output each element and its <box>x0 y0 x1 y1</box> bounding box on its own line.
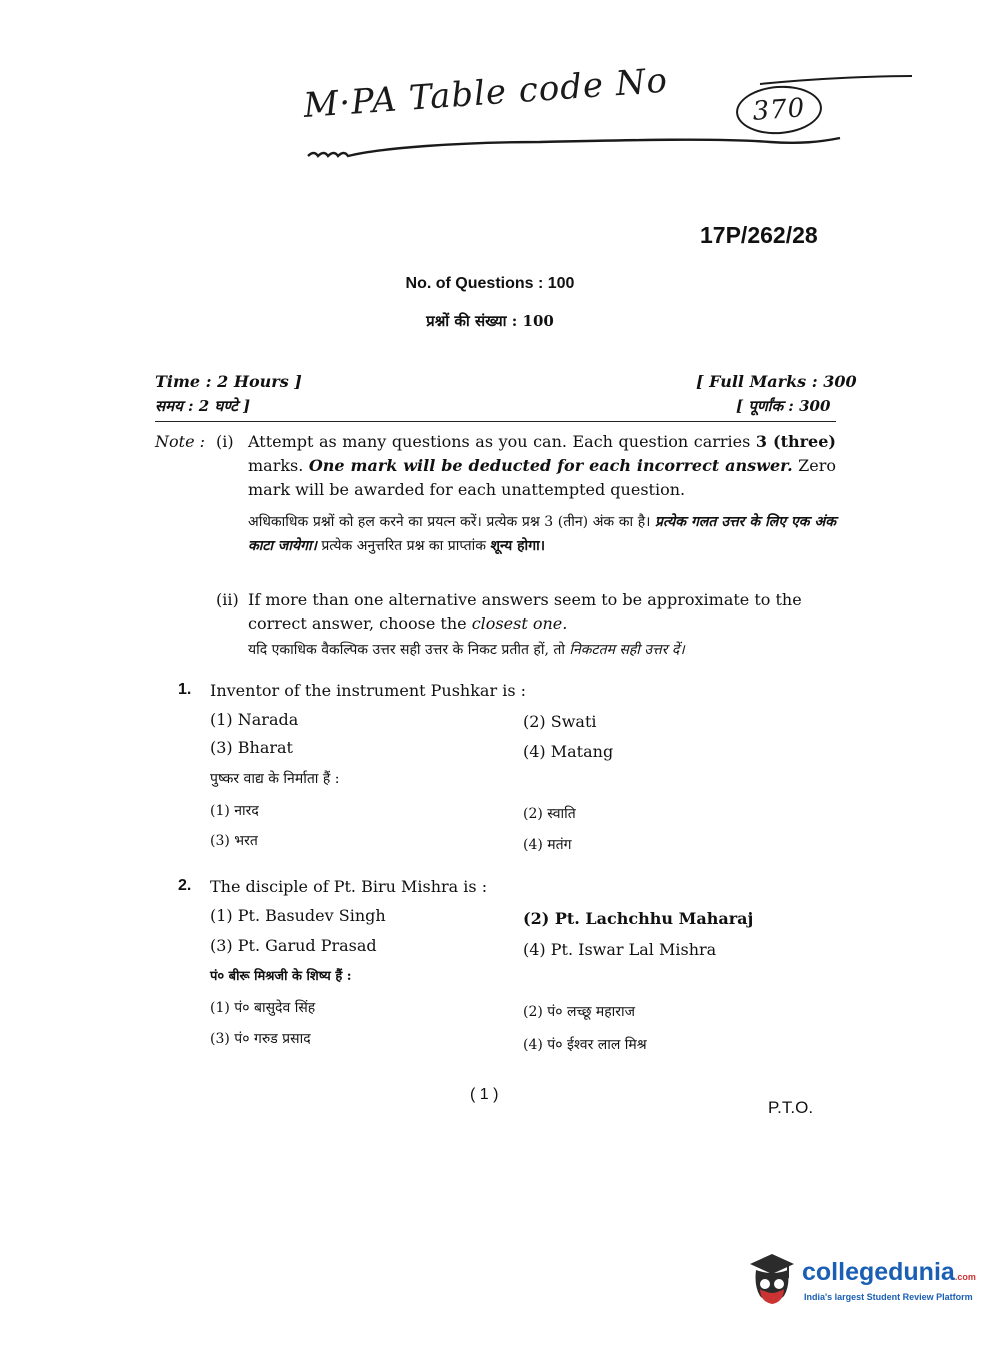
question-2-option-2: (2) Pt. Lachchhu Maharaj <box>523 909 754 928</box>
header-divider <box>155 421 836 422</box>
note-ii-hindi: यदि एकाधिक वैकल्पिक उत्तर सही उत्तर के निकट प्रतीत हों, तो निकटतम सही उत्तर दें। <box>248 642 685 658</box>
question-1-option-2-hindi: (2) स्वाति <box>523 806 576 822</box>
note-label: Note : <box>155 432 206 451</box>
question-1-text: Inventor of the instrument Pushkar is : <box>210 681 526 700</box>
handwritten-circled-number: 370 <box>734 83 823 137</box>
collegedunia-logo <box>744 1252 974 1312</box>
question-1-text-hindi: पुष्कर वाद्य के निर्माता हैं : <box>210 771 340 787</box>
note-i-hindi: अधिकाधिक प्रश्नों को हल करने का प्रयत्न करें। प्रत्येक प्रश्न 3 (तीन) अंक का है। प्रत्येक गलत उत्तर के लिए एक अंक काटा जायेगा। प्रत्येक अनुत्तरित प्रश्न का प्राप्तांक शून्य होगा। <box>248 514 837 554</box>
question-1-option-4: (4) Matang <box>523 742 614 761</box>
question-2-option-1: (1) Pt. Basudev Singh <box>210 906 386 925</box>
question-2-option-2-hindi: (2) पं० लच्छू महाराज <box>523 1004 636 1020</box>
question-2-option-1-hindi: (1) पं० बासुदेव सिंह <box>210 1000 316 1016</box>
page-number: ( 1 ) <box>470 1086 499 1103</box>
note-i-number: (i) <box>216 432 234 451</box>
question-2-option-4: (4) Pt. Iswar Lal Mishra <box>523 940 717 959</box>
question-1-option-1: (1) Narada <box>210 710 299 729</box>
question-1-option-3-hindi: (3) भरत <box>210 833 258 849</box>
question-2-text: The disciple of Pt. Biru Mishra is : <box>210 877 488 896</box>
time-hi: समय : 2 घण्टे ] <box>155 397 251 415</box>
question-1-number: 1. <box>178 681 192 698</box>
paper-code: 17P/262/28 <box>700 222 818 248</box>
question-1-option-3: (3) Bharat <box>210 738 293 757</box>
handwritten-underline <box>300 70 920 170</box>
note-ii-number: (ii) <box>216 590 239 609</box>
note-i-english: Attempt as many questions as you can. Each question carries 3 (three) marks. One mark will be deducted for each incorrect answer. Zero mark will be awarded for each unattempted question. <box>248 432 837 499</box>
question-1-option-1-hindi: (1) नारद <box>210 803 259 819</box>
pto-label: P.T.O. <box>768 1098 814 1117</box>
marks-en: [ Full Marks : 300 <box>696 372 857 391</box>
brand-tagline: India's largest Student Review Platform <box>804 1292 973 1302</box>
question-2-option-4-hindi: (4) पं० ईश्वर लाल मिश्र <box>523 1037 647 1053</box>
time-en: Time : 2 Hours ] <box>155 372 302 391</box>
question-1-option-2: (2) Swati <box>523 712 597 731</box>
questions-count-en: No. of Questions : 100 <box>405 275 575 292</box>
marks-hi: [ पूर्णांक : 300 <box>736 397 831 415</box>
brand-name: collegedunia.com <box>802 1258 976 1286</box>
question-2-text-hindi: पं० बीरू मिश्रजी के शिष्य हैं : <box>210 969 352 984</box>
note-ii-english: If more than one alternative answers seem to be approximate to the correct answer, choose the closest one. <box>248 590 802 633</box>
question-2-option-3-hindi: (3) पं० गरुड प्रसाद <box>210 1031 311 1047</box>
mascot-icon <box>744 1252 800 1310</box>
question-2-option-3: (3) Pt. Garud Prasad <box>210 936 377 955</box>
question-1-option-4-hindi: (4) मतंग <box>523 837 572 853</box>
question-2-number: 2. <box>178 877 192 894</box>
handwritten-text: M·PA Table code No <box>302 60 670 126</box>
questions-count-hi: प्रश्नों की संख्या : 100 <box>426 312 554 330</box>
